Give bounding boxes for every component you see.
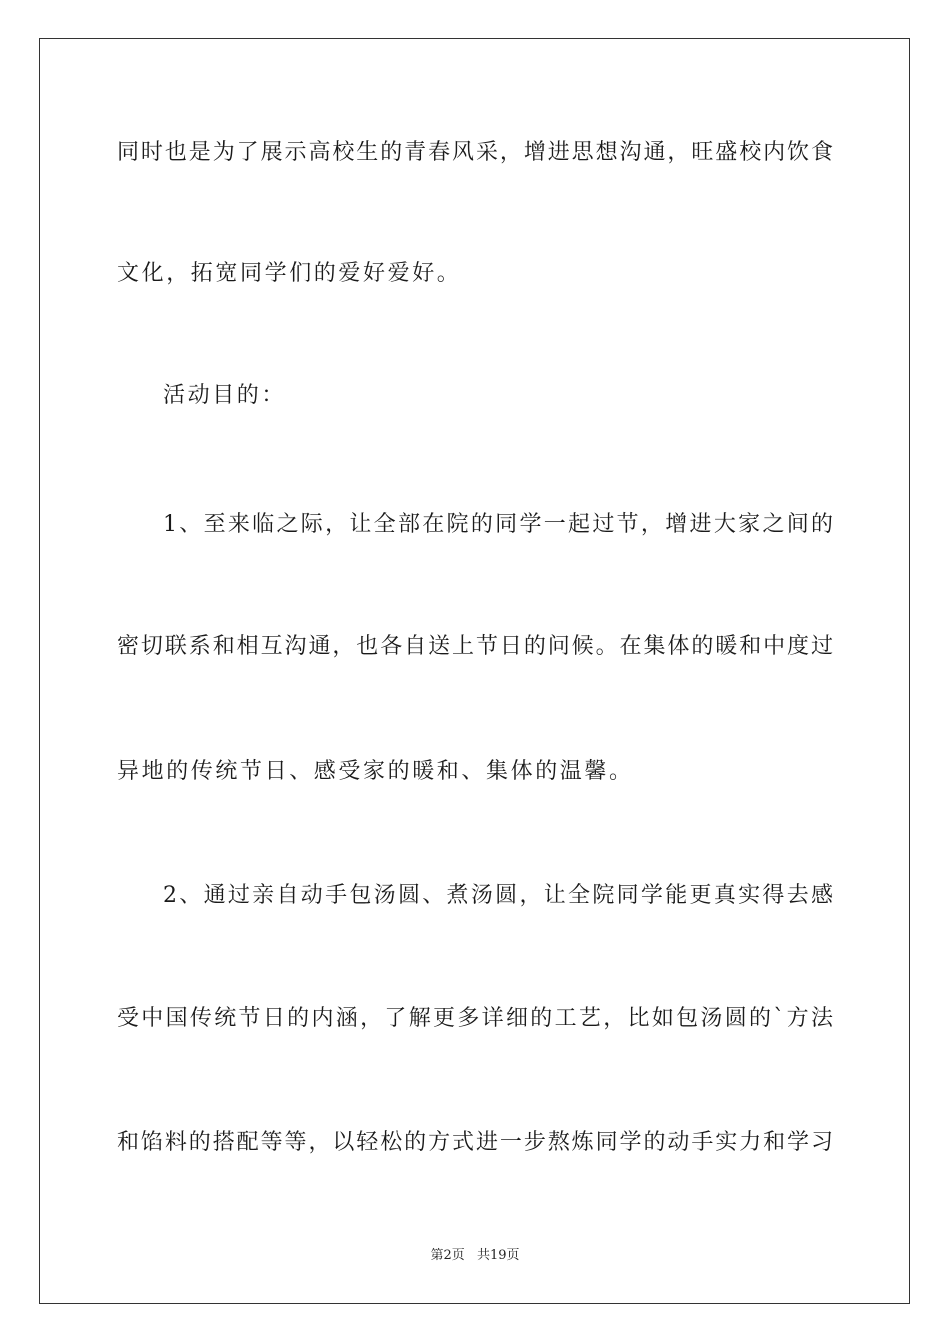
page-footer xyxy=(0,1247,950,1265)
paragraph-4-line-3: 和馅料的搭配等等，以轻松的方式进一步熬炼同学的动手实力和学习 xyxy=(117,1130,833,1155)
paragraph-4-line-2: 受中国传统节日的内涵，了解更多详细的工艺，比如包汤圆的`方法 xyxy=(117,1006,833,1031)
page-total: 共19页 xyxy=(476,1248,520,1263)
page-number: 第2页 xyxy=(430,1248,465,1263)
paragraph-1-line-1: 同时也是为了展示高校生的青春风采，增进思想沟通，旺盛校内饮食 xyxy=(117,140,833,165)
paragraph-3-line-3: 异地的传统节日、感受家的暖和、集体的温馨。 xyxy=(117,759,634,784)
paragraph-4-line-1: 2、通过亲自动手包汤圆、煮汤圆，让全院同学能更真实得去感 xyxy=(163,883,833,908)
paragraph-3-line-1: 1、至来临之际，让全部在院的同学一起过节，增进大家之间的 xyxy=(163,512,833,537)
page-border xyxy=(39,38,910,1304)
paragraph-3-line-2: 密切联系和相互沟通，也各自送上节日的问候。在集体的暖和中度过 xyxy=(117,634,833,659)
section-heading-activity-purpose: 活动目的： xyxy=(163,383,287,408)
paragraph-1-line-2: 文化，拓宽同学们的爱好爱好。 xyxy=(117,261,462,286)
